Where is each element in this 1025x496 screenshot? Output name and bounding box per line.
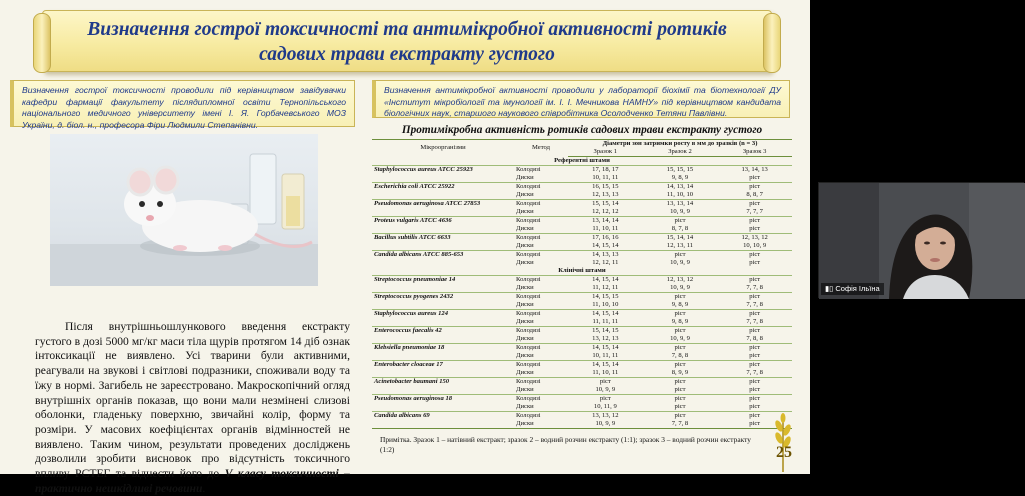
table-row <box>372 208 792 217</box>
microorganism-name <box>372 352 514 361</box>
zone-value-cell: 14, 15, 14 <box>568 361 643 370</box>
method-cell: Колодязі <box>514 234 568 243</box>
method-cell: Колодязі <box>514 217 568 226</box>
microorganism-name: Enterobacter cloaceae 17 <box>372 361 514 370</box>
header-sample-2: Зразок 2 <box>643 148 718 157</box>
method-cell: Диски <box>516 259 534 266</box>
zone-value-cell: 7, 7, 7 <box>746 208 763 215</box>
zone-value-cell: ріст <box>717 344 792 353</box>
microorganism-name <box>372 403 514 412</box>
table-row <box>372 217 792 226</box>
microorganism-name <box>372 225 514 234</box>
zone-value-cell: ріст <box>643 395 718 404</box>
zone-value-cell: ріст <box>717 395 792 404</box>
zone-value-cell: ріст <box>717 217 792 226</box>
table-row <box>372 200 792 209</box>
zone-value-cell: 14, 15, 14 <box>568 344 643 353</box>
group-clinical-strains: Клінічні штами <box>558 267 606 274</box>
table-row <box>372 327 792 336</box>
zone-value-cell: ріст <box>717 361 792 370</box>
table-row <box>372 276 792 285</box>
zone-value-cell: ріст <box>749 386 761 393</box>
zone-value-cell: ріст <box>717 251 792 260</box>
table-row <box>372 318 792 327</box>
method-cell: Колодязі <box>514 327 568 336</box>
microorganism-name <box>372 318 514 327</box>
method-cell: Колодязі <box>514 276 568 285</box>
table-row <box>372 395 792 404</box>
table-row <box>372 386 792 395</box>
zone-value-cell: 17, 18, 17 <box>568 166 643 175</box>
zone-value-cell: 9, 8, 9 <box>671 318 689 325</box>
zone-value-cell: ріст <box>717 412 792 421</box>
toxicity-class: V класу токсичності – практично нешкідливі речовини <box>35 467 350 495</box>
table-row <box>372 166 792 175</box>
header-zone-diameters: Діаметри зон затримки росту в мм до зразків (n = 3) <box>602 140 758 147</box>
zone-value-cell: ріст <box>674 403 686 410</box>
microorganism-name: Staphylococcus aureus ATCC 25923 <box>372 166 514 175</box>
zone-value-cell: ріст <box>643 361 718 370</box>
zone-value-cell: 15, 15, 14 <box>568 200 643 209</box>
zone-value-cell: 10, 9, 9 <box>670 335 690 342</box>
zone-value-cell: 16, 15, 15 <box>568 183 643 192</box>
table-row <box>372 420 792 429</box>
title-banner <box>42 10 772 72</box>
zone-value-cell: 17, 16, 16 <box>568 234 643 243</box>
microorganism-name <box>372 284 514 293</box>
zone-value-cell: 8, 8, 7 <box>746 191 763 198</box>
zone-value-cell: 12, 12, 11 <box>592 259 619 266</box>
table-row <box>372 378 792 387</box>
method-cell: Колодязі <box>514 378 568 387</box>
zone-value-cell: 9, 8, 9 <box>671 174 689 181</box>
microorganism-name: Pseudomonas aeruginosa ATCC 27853 <box>372 200 514 209</box>
zone-value-cell: 10, 9, 9 <box>670 259 690 266</box>
zone-value-cell: ріст <box>749 174 761 181</box>
antimicrobial-table <box>372 139 792 429</box>
method-cell: Диски <box>516 301 534 308</box>
method-cell: Диски <box>516 386 534 393</box>
zone-value-cell: ріст <box>717 183 792 192</box>
zone-value-cell: 10, 11, 11 <box>592 174 619 181</box>
zone-value-cell: ріст <box>717 327 792 336</box>
method-cell: Диски <box>516 284 534 291</box>
zone-value-cell: ріст <box>643 293 718 302</box>
participant-name-tag <box>821 283 884 295</box>
method-cell: Колодязі <box>514 344 568 353</box>
header-sample-3: Зразок 3 <box>717 148 792 157</box>
method-cell: Диски <box>516 242 534 249</box>
microorganism-name: Enterococcus faecalis 42 <box>372 327 514 336</box>
table-row <box>372 369 792 378</box>
zone-value-cell: ріст <box>717 420 792 429</box>
zone-value-cell: ріст <box>643 412 718 421</box>
toxicity-conclusion-text: Після внутрішньошлункового введення екстракту густого в дозі 5000 мг/кг маси тіла щурів протягом 14 діб ознак інтоксикації не виявлено. Усі тварини були активними, реагували на звукові і світлові подразники, споживали воду та їжу в нормі. Загибель не зареєстровано. Макроскопічний огляд внутрішніх органів показав, що вони мали незмінені слизові оболонки, гладеньку поверхню, звичайні колір, форму та розміри. У масових коефіцієнтах органів відмінностей не виявлено. Таким чином, результати проведених досліджень дозволили зробити висновок про відсутність токсичного впливу РСТЕГ та віднести його до V класу токсичності – практично нешкідливі речовини. <box>35 320 350 495</box>
zone-value-cell: ріст <box>717 276 792 285</box>
zone-value-cell: ріст <box>717 200 792 209</box>
table-row <box>372 251 792 260</box>
zone-value-cell: 13, 13, 12 <box>568 412 643 421</box>
table-row <box>372 344 792 353</box>
table-row <box>372 183 792 192</box>
microphone-icon: ▮▯ <box>825 284 834 293</box>
zone-value-cell: ріст <box>643 217 718 226</box>
microorganism-name <box>372 335 514 344</box>
table-row <box>372 335 792 344</box>
participant-name: Софія Ільїна <box>835 284 880 293</box>
zone-value-cell: ріст <box>568 395 643 404</box>
method-cell: Колодязі <box>514 361 568 370</box>
method-cell: Диски <box>516 369 534 376</box>
method-cell: Диски <box>516 191 534 198</box>
table-row <box>372 225 792 234</box>
zone-value-cell: ріст <box>717 293 792 302</box>
zone-value-cell: 13, 14, 14 <box>568 217 643 226</box>
table-title: Протимікробна активність ротиків садових трави екстракту густого <box>401 124 763 136</box>
zone-value-cell: 14, 15, 15 <box>568 293 643 302</box>
zone-value-cell: 12, 13, 11 <box>666 242 694 249</box>
microorganism-name: Staphylococcus aureus 124 <box>372 310 514 319</box>
zone-value-cell: ріст <box>643 251 718 260</box>
table-row <box>372 174 792 183</box>
header-microorganisms: Мікроорганізми <box>420 144 466 152</box>
microorganism-name: Streptococcus pyogenes 2432 <box>372 293 514 302</box>
table-row <box>372 191 792 200</box>
zone-value-cell: 7, 8, 8 <box>746 335 763 342</box>
method-cell: Диски <box>516 174 534 181</box>
zone-value-cell: 11, 11, 11 <box>592 318 619 325</box>
zone-value-cell: 10, 9, 9 <box>595 386 616 393</box>
participant-video-tile[interactable] <box>818 182 1024 298</box>
zone-value-cell: ріст <box>749 403 761 410</box>
zone-value-cell: 11, 10, 11 <box>592 369 619 376</box>
zone-value-cell: ріст <box>717 310 792 319</box>
table-row <box>372 301 792 310</box>
table-row <box>372 242 792 251</box>
table-row <box>372 234 792 243</box>
zone-value-cell: ріст <box>643 327 718 336</box>
zone-value-cell: 11, 10, 10 <box>666 191 694 198</box>
method-cell: Диски <box>516 352 534 359</box>
method-cell: Диски <box>516 208 534 215</box>
zone-value-cell: 9, 8, 9 <box>671 301 689 308</box>
zone-value-cell: 14, 15, 14 <box>568 310 643 319</box>
method-cell: Колодязі <box>514 183 568 192</box>
zone-value-cell: ріст <box>643 378 718 387</box>
zone-value-cell: 11, 10, 10 <box>592 301 619 308</box>
zone-value-cell: 13, 13, 14 <box>643 200 718 209</box>
zone-value-cell: ріст <box>643 310 718 319</box>
zone-value-cell: ріст <box>643 344 718 353</box>
method-cell: Диски <box>514 420 568 429</box>
microorganism-name: Bacillus subtilis ATCC 6633 <box>372 234 514 243</box>
microorganism-name <box>372 420 514 429</box>
microorganism-name: Escherichia coli ATCC 25922 <box>372 183 514 192</box>
zone-value-cell: 13, 12, 13 <box>592 335 619 342</box>
zone-value-cell: 11, 12, 11 <box>592 284 619 291</box>
table-row <box>372 352 792 361</box>
microorganism-name: Candida albicans 69 <box>372 412 514 421</box>
rat-photo <box>50 134 318 286</box>
microorganism-name: Pseudomonas aeruginosa 18 <box>372 395 514 404</box>
group-reference-strains: Референтні штами <box>554 157 610 164</box>
method-cell: Диски <box>516 335 534 342</box>
zone-value-cell: 7, 7, 8 <box>746 318 763 325</box>
zone-value-cell: 10, 10, 9 <box>743 242 767 249</box>
participant-avatar <box>819 183 1025 299</box>
table-row <box>372 412 792 421</box>
rat-image-icon <box>50 134 318 286</box>
zone-value-cell: ріст <box>568 378 643 387</box>
microorganism-name: Klebsiella pneumoniae 18 <box>372 344 514 353</box>
method-cell: Колодязі <box>514 293 568 302</box>
zone-value-cell: 15, 15, 15 <box>643 166 718 175</box>
microorganism-name <box>372 259 514 267</box>
antimicrobial-info-box: Визначення антимікробної активності проводили у лабораторії біохімії та біотехнології ДУ «Інститут мікробіології та імунології ім. І. І. Мечникова НАМНУ» під керівництвом кандидата біологічних наук, старшого наукового співробітника Осолодченко Тетяни Павлівни. <box>372 80 790 118</box>
zone-value-cell: 12, 13, 13 <box>592 191 619 198</box>
method-cell: Колодязі <box>514 395 568 404</box>
method-cell: Колодязі <box>514 166 568 175</box>
microorganism-name: Proteus vulgaris ATCC 4636 <box>372 217 514 226</box>
microorganism-name <box>372 191 514 200</box>
microorganism-name: Streptococcus pneumoniae 14 <box>372 276 514 285</box>
zone-value-cell: ріст <box>749 259 761 266</box>
zone-value-cell: 8, 9, 9 <box>671 369 689 376</box>
zone-value-cell: ріст <box>749 225 761 232</box>
method-cell: Диски <box>516 225 534 232</box>
zone-value-cell: 12, 13, 12 <box>717 234 792 243</box>
zone-value-cell: 7, 7, 8 <box>746 369 763 376</box>
zone-value-cell: ріст <box>674 386 686 393</box>
zone-value-cell: 7, 7, 8 <box>643 420 718 429</box>
zone-value-cell: 11, 10, 11 <box>592 225 619 232</box>
table-row <box>372 293 792 302</box>
method-cell: Диски <box>516 318 534 325</box>
microorganism-name <box>372 386 514 395</box>
zone-value-cell: 10, 11, 11 <box>592 352 619 359</box>
zone-value-cell: 7, 7, 8 <box>746 301 763 308</box>
header-sample-1: Зразок 1 <box>568 148 643 157</box>
zone-value-cell: 10, 9, 9 <box>670 208 690 215</box>
zone-value-cell: 15, 14, 14 <box>643 234 718 243</box>
table-row <box>372 403 792 412</box>
microorganism-name <box>372 242 514 251</box>
zone-value-cell: 10, 11, 9 <box>593 403 617 410</box>
zone-value-cell: 7, 7, 8 <box>746 284 763 291</box>
table-row <box>372 361 792 370</box>
method-cell: Колодязі <box>514 310 568 319</box>
table-note: Примітка. Зразок 1 – натівний екстракт; зразок 2 – водний розчин екстракту (1:1); зразок 3 – водний розчин екстракту (1:2) <box>380 435 751 454</box>
header-method: Метод <box>532 144 550 152</box>
microorganism-name <box>372 174 514 183</box>
table-row <box>372 310 792 319</box>
zone-value-cell: 14, 13, 13 <box>568 251 643 260</box>
zone-value-cell: 15, 14, 15 <box>568 327 643 336</box>
zone-value-cell: 10, 9, 9 <box>670 284 690 291</box>
microorganism-name <box>372 208 514 217</box>
page-number: 25 <box>776 444 792 461</box>
zone-value-cell: 12, 13, 12 <box>643 276 718 285</box>
zone-value-cell: 13, 14, 13 <box>717 166 792 175</box>
zone-value-cell: 14, 15, 14 <box>568 276 643 285</box>
microorganism-name: Acinetobacter baumani 150 <box>372 378 514 387</box>
microorganism-name <box>372 369 514 378</box>
zone-value-cell: ріст <box>749 352 761 359</box>
method-cell: Диски <box>516 403 534 410</box>
zone-value-cell: 8, 7, 8 <box>671 225 689 232</box>
slide-title: Визначення гострої токсичності та антимікробної активності ротиків садових трави екстракту густого <box>87 19 727 65</box>
zone-value-cell: 10, 9, 9 <box>568 420 643 429</box>
method-cell: Колодязі <box>514 412 568 421</box>
method-cell: Колодязі <box>514 251 568 260</box>
table-row <box>372 259 792 267</box>
zone-value-cell: ріст <box>717 378 792 387</box>
toxicity-info-box: Визначення гострої токсичності проводили під керівництвом завідувачки кафедри фармації факультету післядипломної освіти Тернопільського національного медичного університету імені І. Я. Горбачевського МОЗ України, д. біол. н., професора Фіри Людмили Степанівни. <box>10 80 355 127</box>
zone-value-cell: 14, 13, 14 <box>643 183 718 192</box>
microorganism-name: Candida albicans ATCC 885-653 <box>372 251 514 260</box>
zone-value-cell: 7, 8, 8 <box>671 352 689 359</box>
zone-value-cell: 12, 12, 12 <box>592 208 619 215</box>
video-gallery <box>810 0 1024 474</box>
method-cell: Колодязі <box>514 200 568 209</box>
table-row <box>372 284 792 293</box>
zone-value-cell: 14, 15, 14 <box>592 242 619 249</box>
microorganism-name <box>372 301 514 310</box>
